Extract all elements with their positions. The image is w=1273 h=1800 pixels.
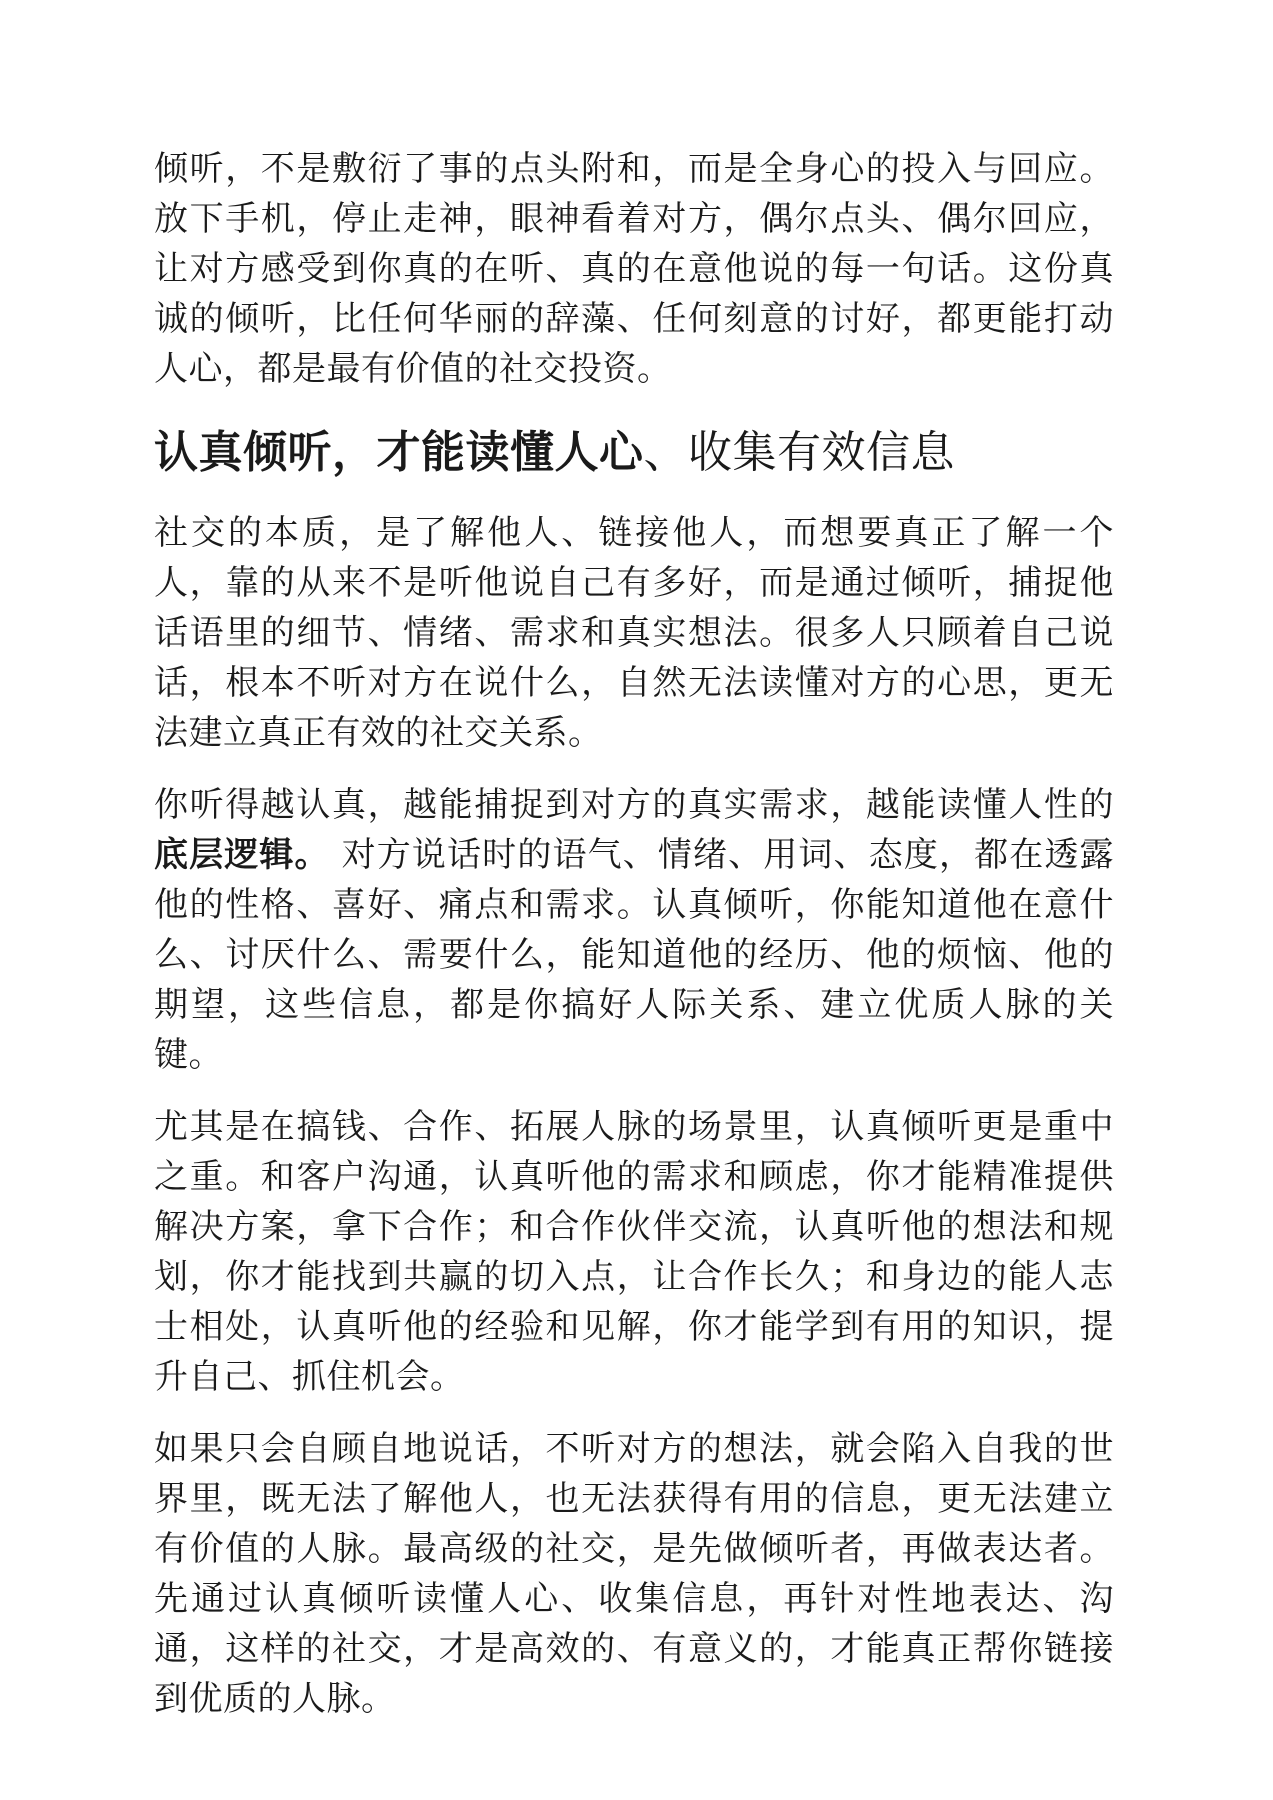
paragraph-3: 尤其是在搞钱、合作、拓展人脉的场景里，认真倾听更是重中之重。和客户沟通，认真听他的需求和顾虑，你才能精准提供解决方案，拿下合作；和合作伙伴交流，认真听他的想法和规划，你才能找到共赢的切入点，让合作长久；和身边的能人志士相处，认真听他的经验和见解，你才能学到有用的知识，提升自己、抓住机会。 xyxy=(154,1107,1114,1397)
section-heading-light: 、收集有效信息 xyxy=(643,427,955,478)
section-heading-bold: 认真倾听，才能读懂人心 xyxy=(154,427,644,478)
paragraph-1: 社交的本质，是了解他人、链接他人，而想要真正了解一个人，靠的从来不是听他说自己有多好，而是通过倾听，捕捉他话语里的细节、情绪、需求和真实想法。很多人只顾着自己说话，根本不听对方在说什么，自然无法读懂对方的心思，更无法建立真正有效的社交关系。 xyxy=(154,513,1114,753)
paragraph-2-text-after: 对方说话时的语气、情绪、用词、态度，都在透露他的性格、喜好、痛点和需求。认真倾听，你能知道他在意什么、讨厌什么、需要什么，能知道他的经历、他的烦恼、他的期望，这些信息，都是你搞好人际关系、建立优质人脉的关键。 xyxy=(154,835,1115,1075)
section-heading xyxy=(154,424,1114,482)
paragraph-2 xyxy=(154,780,1114,1080)
paragraph-2-bold-phrase: 底层逻辑。 xyxy=(154,835,330,875)
intro-paragraph: 倾听，不是敷衍了事的点头附和，而是全身心的投入与回应。放下手机，停止走神，眼神看着对方，偶尔点头、偶尔回应，让对方感受到你真的在听、真的在意他说的每一句话。这份真诚的倾听，比任何华丽的辞藻、任何刻意的讨好，都更能打动人心，都是最有价值的社交投资。 xyxy=(154,149,1114,389)
paragraph-4: 如果只会自顾自地说话，不听对方的想法，就会陷入自我的世界里，既无法了解他人，也无法获得有用的信息，更无法建立有价值的人脉。最高级的社交，是先做倾听者，再做表达者。先通过认真倾听读懂人心、收集信息，再针对性地表达、沟通，这样的社交，才是高效的、有意义的，才能真正帮你链接到优质的人脉。 xyxy=(154,1429,1114,1719)
paragraph-2-text-before: 你听得越认真，越能捕捉到对方的真实需求，越能读懂人性的 xyxy=(154,785,1114,825)
document-page xyxy=(154,144,1114,1746)
